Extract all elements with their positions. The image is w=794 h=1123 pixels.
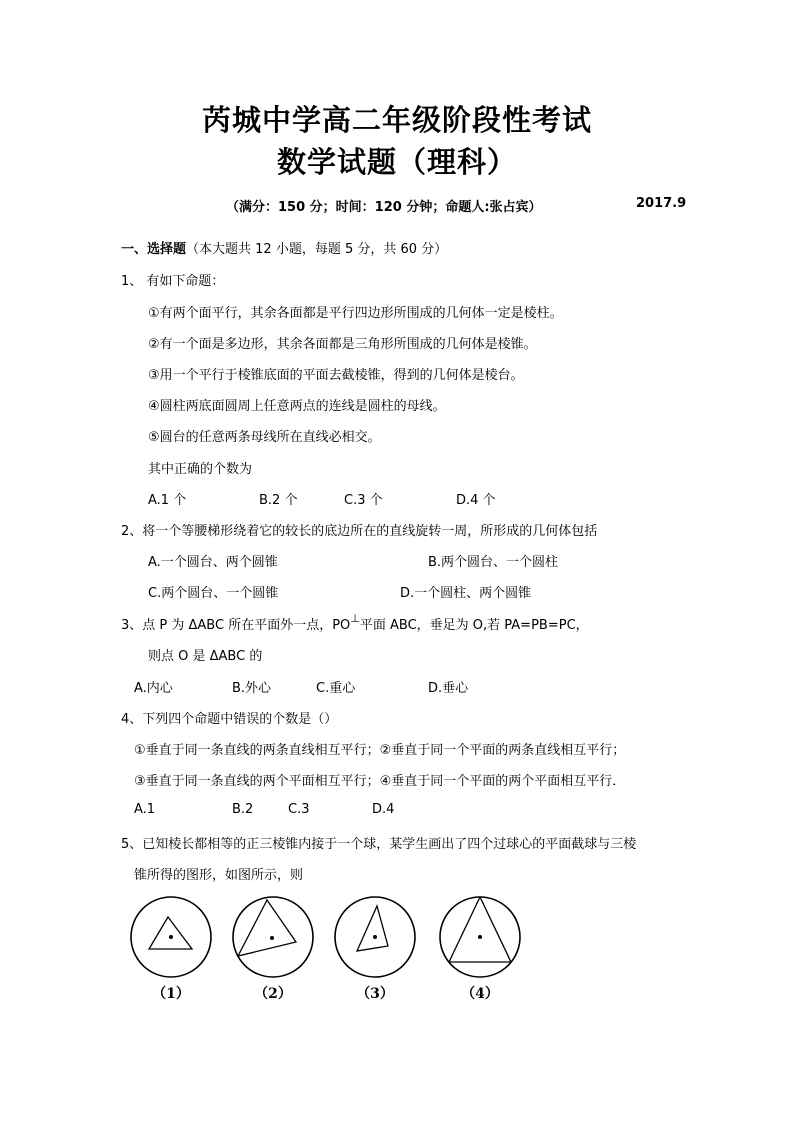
figure-1-center-dot [169,935,173,939]
q5-stem-line2: 锥所得的图形，如图所示，则 [134,868,304,883]
exam-date: 2017.9 [636,196,687,211]
q1-item-3: ③用一个平行于棱锥底面的平面去截棱锥，得到的几何体是棱台。 [148,368,524,383]
q4-option-a: A.1 [134,802,156,817]
q2-option-d: D.一个圆柱、两个圆锥 [400,586,532,601]
figure-1-label: （1） [152,986,190,1002]
q3-stem [121,614,589,633]
figure-2-triangle [238,900,296,956]
q4-statements-2: ③垂直于同一条直线的两个平面相互平行；④垂直于同一个平面的两个平面相互平行． [134,774,626,789]
q4-statements-1: ①垂直于同一条直线的两条直线相互平行；②垂直于同一个平面的两条直线相互平行； [134,743,626,758]
figure-3-triangle [357,906,388,951]
figure-3-label: （3） [356,986,394,1002]
figure-2-label: （2） [254,986,292,1002]
exam-title: 芮城中学高二年级阶段性考试 [201,103,592,137]
q1-stem: 1、 有如下命题： [121,274,225,289]
q1-option-a: A.1 个 [148,493,187,508]
q1-ask: 其中正确的个数为 [148,462,253,477]
figure-4 [440,897,520,1002]
figure-4-label: （4） [461,986,499,1002]
figure-2-center-dot [270,936,274,940]
q3-option-c: C.重心 [316,681,356,696]
q3-option-d: D.垂心 [428,681,469,696]
figure-1 [131,897,211,1002]
q2-stem: 2、将一个等腰梯形绕着它的较长的底边所在的直线旋转一周，所形成的几何体包括 [121,524,598,539]
q4-option-d: D.4 [372,802,395,817]
q5-stem-line1: 5、已知棱长都相等的正三棱锥内接于一个球，某学生画出了四个过球心的平面截球与三棱 [121,837,637,852]
q3-option-a: A.内心 [134,681,173,696]
q1-option-c: C.3 个 [344,493,383,508]
figure-3 [335,897,415,1002]
q4-stem: 4、下列四个命题中错误的个数是（） [121,712,338,727]
q3-stem-part1: 3、点 P 为 ΔABC 所在平面外一点，PO [121,618,351,633]
q1-item-4: ④圆柱两底面圆周上任意两点的连线是圆柱的母线。 [148,399,446,414]
q1-option-d: D.4 个 [456,493,496,508]
q4-option-b: B.2 [232,802,254,817]
figure-3-center-dot [373,935,377,939]
exam-subject-title: 数学试题（理科） [276,145,517,179]
perpendicular-symbol: ⊥ [350,612,360,625]
figure-4-center-dot [478,935,482,939]
q2-option-a: A.一个圆台、两个圆锥 [148,555,278,570]
figure-4-triangle [449,897,511,962]
q3-stem-part2: 平面 ABC，垂足为 O,若 PA=PB=PC， [359,618,589,633]
section-header [121,238,447,257]
q1-option-b: B.2 个 [259,493,298,508]
exam-info: （满分：150 分；时间：120 分钟；命题人:张占宾） [226,200,542,215]
q4-option-c: C.3 [288,802,310,817]
figure-2 [233,897,313,1002]
q1-item-2: ②有一个面是多边形，其余各面都是三角形所围成的几何体是棱锥。 [148,337,537,352]
section-heading: 一、选择题 [121,242,187,257]
q1-item-1: ①有两个面平行，其余各面都是平行四边形所围成的几何体一定是棱柱。 [148,306,563,321]
q2-option-b: B.两个圆台、一个圆柱 [428,555,559,570]
q3-stem-line2: 则点 O 是 ΔABC 的 [148,649,263,664]
q5-figures [120,890,540,1010]
q3-option-b: B.外心 [232,681,272,696]
figure-1-triangle [149,917,192,949]
q1-item-5: ⑤圆台的任意两条母线所在直线必相交。 [148,430,381,445]
section-note: （本大题共 12 小题，每题 5 分，共 60 分） [186,242,448,257]
q2-option-c: C.两个圆台、一个圆锥 [148,586,279,601]
